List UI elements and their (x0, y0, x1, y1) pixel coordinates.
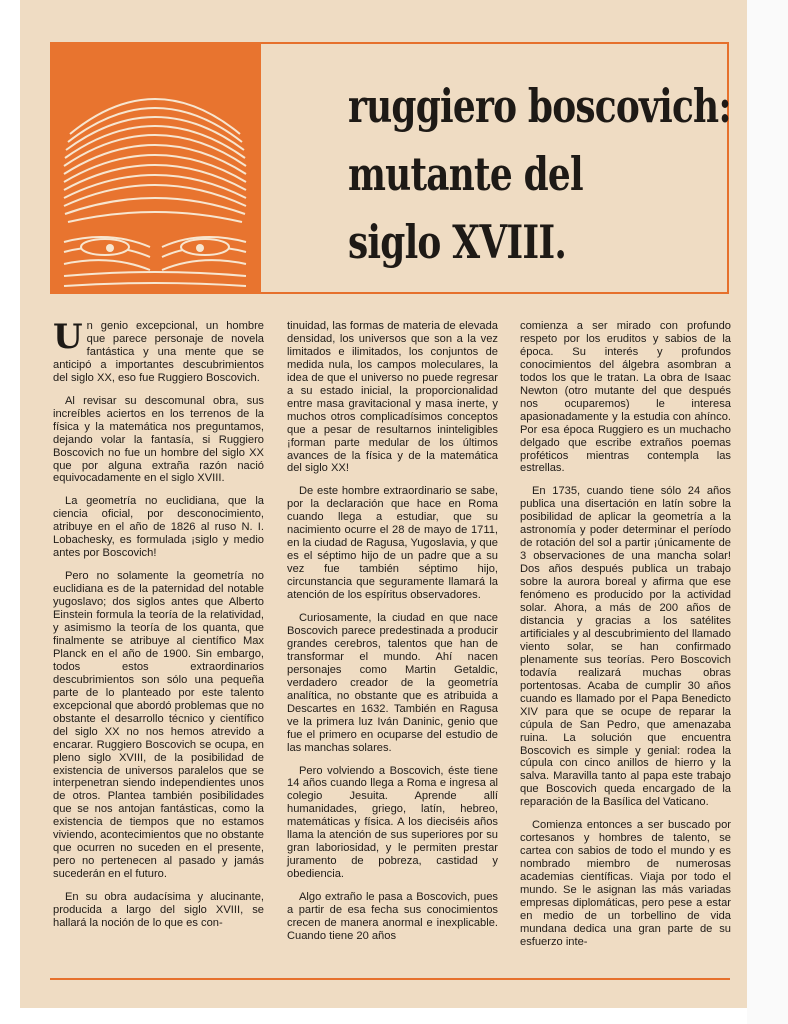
article-title (348, 72, 731, 276)
title-line-3: siglo XVIII. (348, 215, 567, 269)
paragraph: La geometría no euclidiana, que la ciencia oficial, por desconocimiento, atribuye en el año de 1826 al ruso N. I. Lobachesky, es formulada ¡siglo y medio antes por Boscovich! (53, 495, 264, 560)
column-2 (287, 320, 498, 953)
paragraph: Comienza entonces a ser buscado por cortesanos y hombres de talento, se cartea con sabios de todo el mundo y es nombrado miembro de numerosas academias científicas. Viaja por todo el mundo. Se le asignan las más variadas empresas diplomáticas, pero pese a estar en medio de un torbellino de vida mundana dedica una gran parte de su esfuerzo inte- (520, 819, 731, 948)
paragraph: tinuidad, las formas de materia de elevada densidad, los universos que son a la vez limitados e ilimitados, los conjuntos de medida nula, los campos moleculares, la idea de que el universo no puede regresar a su estado inicial, la proporcionalidad entre masa gravitacional y masa inerte, y muchos otros complicadísimos conceptos que a pesar de resultarnos ininteligibles ¡forman parte medular de los últimos avances de la física y de la matemática del siglo XX! (287, 320, 498, 475)
paragraph: Pero volviendo a Boscovich, éste tiene 14 años cuando llega a Roma e ingresa al colegio Jesuita. Aprende allí humanidades, griego, latín, hebreo, matemáticas y física. A los dieciséis años llama la atención de sus superiores por su gran laboriosidad, y le permiten prestar juramento de pobreza, castidad y obediencia. (287, 764, 498, 881)
paragraph: Pero no solamente la geometría no euclidiana es de la paternidad del notable yugoslavo; dos siglos antes que Alberto Einstein formula la teoría de la relatividad, y asimismo la teoría de los quanta, que finalmente se atribuye al científico Max Planck en el año de 1900. Sin embargo, todos estos extraordinarios descubrimientos son sólo una pequeña parte de lo planteado por este talento excepcional que abordó problemas que no obstante el desarrollo técnico y científico del siglo XX no nos hemos atrevido a encarar. Ruggiero Boscovich se ocupa, en pleno siglo XVIII, de la posibilidad de existencia de universos paralelos que se interpenetran siendo independientes unos de otros. Plantea también posibilidades que se nos antojan fantásticas, como la existencia de tiempos que no estamos viviendo, acontecimientos que no obstante que ocurren no suceden en el presente, pero no pertenecen al pasado y jamás sucederán en el futuro. (53, 570, 264, 881)
paragraph: Un genio excepcional, un hombre que parece personaje de novela fantástica y una mente que se anticipó a importantes descubrimientos del siglo XX, eso fue Ruggiero Boscovich. (53, 317, 264, 384)
drop-cap: U (53, 317, 83, 357)
portrait-icon (50, 42, 261, 294)
paragraph: Algo extraño le pasa a Boscovich, pues a partir de esa fecha sus conocimientos crecen de manera anormal e inexplicable. Cuando tiene 20 años (287, 891, 498, 942)
scan-margin (747, 0, 788, 1024)
title-line-1: ruggiero boscovich: (348, 79, 731, 133)
paragraph: En su obra audacísima y alucinante, producida a largo del siglo XVIII, se hallará la noción de lo que es con- (53, 891, 264, 929)
paragraph: Curiosamente, la ciudad en que nace Boscovich parece predestinada a producir grandes cerebros, talentos que han de transformar el mundo. Ahí nacen personajes como Martin Getaldic, verdadero creador de la geometría analítica, no obstante que es atribuida a Descartes en 1632. También en Ragusa ve la primera luz Iván Daninic, genio que fue el primero en ocuparse del estudio de las manchas solares. (287, 612, 498, 754)
paragraph: comienza a ser mirado con profundo respeto por los eruditos y sabios de la época. Su interés y profundos conocimientos del álgebra asombran a todos los que le tratan. La obra de Isaac Newton (otro mutante del que después nos ocuparemos) le interesa apasionadamente y la estudia con ahínco. Por esa época Ruggiero es un muchacho delgado que escribe extraños poemas proféticos mientras contempla las estrellas. (520, 320, 731, 475)
bottom-rule (50, 978, 730, 980)
paragraph: En 1735, cuando tiene sólo 24 años publica una disertación en latín sobre la posibilidad de aplicar la geometría a la astronomía y poder determinar el período de rotación del sol a partir ¡únicamente de 3 observaciones de una mancha solar! Dos años después publica un trabajo sobre la aurora boreal y afirma que ese fenómeno es producido por la actividad solar. Ahora, a más de 200 años de distancia y gracias a los satélites artificiales y al descubrimiento del llamado viento solar, se han confirmado plenamente sus teorías. Pero Boscovich todavía realizará muchas obras portentosas. Acaba de cumplir 30 años cuando es llamado por el Papa Benedicto XIV para que se ocupe de reparar la cúpula de San Pedro, que amenazaba ruina. La solución que encuentra Boscovich es simple y genial: rodea la cúpula con cinco anillos de hierro y la salva. Maravilla tanto al papa este trabajo que Boscovich queda encargado de la reparación de la Basílica del Vaticano. (520, 485, 731, 809)
column-3 (520, 320, 731, 959)
column-1 (53, 317, 264, 940)
paragraph: Al revisar su descomunal obra, sus increíbles aciertos en los terrenos de la física y la matemática nos preguntamos, dejando volar la fantasía, si Ruggiero Boscovich no fue un hombre del siglo XX que por alguna extraña razón nació equivocadamente en el siglo XVIII. (53, 394, 264, 485)
title-line-2: mutante del (348, 147, 583, 201)
portrait-illustration (50, 42, 261, 294)
paragraph: De este hombre extraordinario se sabe, por la declaración que hace en Roma cuando llega a estudiar, que su nacimiento ocurre el 28 de mayo de 1711, en la ciudad de Ragusa, Yugoslavia, y que es el séptimo hijo de un padre que a su vez fue también séptimo hijo, circunstancia que seguramente llamará la atención de los espíritus observadores. (287, 485, 498, 602)
